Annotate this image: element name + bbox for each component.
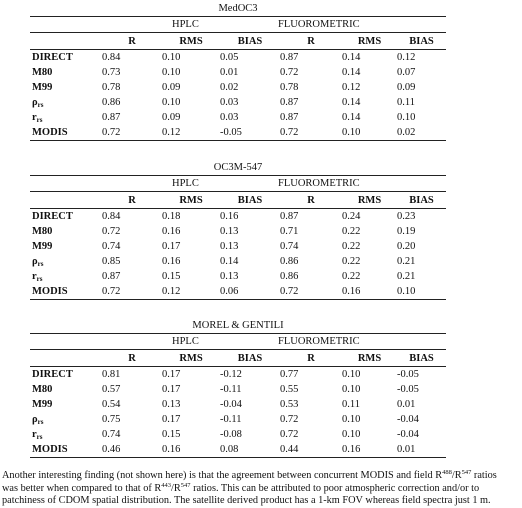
cell: 0.57: [102, 384, 121, 395]
paragraph-line-2: [2, 483, 522, 496]
row-label-symbol: ρ: [32, 97, 38, 108]
cell: 0.09: [162, 82, 181, 93]
column-header: BIAS: [237, 35, 263, 47]
cell: 0.81: [102, 369, 121, 380]
cell: 0.10: [342, 369, 361, 380]
column-header: BIAS: [409, 194, 434, 206]
table-row: [30, 80, 446, 95]
cell: -0.04: [397, 429, 419, 440]
cell: 0.84: [102, 52, 121, 63]
table-row: [30, 427, 446, 442]
cell: -0.12: [220, 369, 242, 380]
cell: 0.13: [220, 241, 239, 252]
cell: 0.21: [397, 256, 416, 267]
cell: 0.72: [280, 429, 299, 440]
cell: 0.86: [280, 256, 299, 267]
cell: 0.14: [342, 52, 361, 63]
cell: 0.10: [162, 67, 181, 78]
cell: 0.17: [162, 384, 181, 395]
row-label: DIRECT: [32, 211, 73, 222]
text-run: ratios: [471, 470, 497, 481]
cell: 0.10: [162, 52, 181, 63]
cell: 0.09: [397, 82, 416, 93]
cell: 0.55: [280, 384, 299, 395]
cell: 0.18: [162, 211, 181, 222]
row-label-symbol: ρ: [32, 414, 38, 425]
cell: 0.16: [162, 226, 181, 237]
cell: 0.46: [102, 444, 121, 455]
table-title: OC3M-547: [213, 162, 263, 173]
cell: 0.22: [342, 226, 361, 237]
superscript: 547: [461, 469, 472, 476]
cell: 0.12: [162, 127, 181, 138]
row-label: DIRECT: [32, 369, 73, 380]
cell: 0.06: [220, 286, 239, 297]
group-label-hplc: HPLC: [172, 19, 199, 30]
row-label: [30, 427, 102, 442]
cell: 0.10: [397, 112, 416, 123]
text-run: /R: [171, 482, 181, 494]
cell: 0.87: [102, 271, 121, 282]
column-header: RMS: [179, 352, 203, 364]
stats-table: [30, 33, 446, 141]
column-header: R: [128, 35, 136, 47]
cell: -0.05: [397, 384, 419, 395]
cell: 0.87: [280, 52, 299, 63]
cell: 0.74: [102, 429, 121, 440]
table-row: [30, 110, 446, 125]
cell: 0.87: [280, 112, 299, 123]
cell: 0.72: [102, 127, 121, 138]
cell: 0.13: [220, 271, 239, 282]
row-label: M99: [32, 399, 53, 410]
cell: 0.14: [342, 112, 361, 123]
cell: 0.01: [397, 444, 416, 455]
group-header-row: [30, 175, 446, 192]
table-row: [30, 412, 446, 427]
column-header: RMS: [179, 194, 203, 206]
cell: 0.16: [162, 444, 181, 455]
row-label: MODIS: [32, 444, 68, 455]
cell: 0.53: [280, 399, 299, 410]
cell: 0.02: [397, 127, 416, 138]
paragraph-line-3: patchiness of CDOM spatial distribution. The satellite derived product has a 1-km FOV whereas field spectra just 1 m.: [2, 495, 491, 506]
cell: 0.77: [280, 369, 299, 380]
cell: 0.15: [162, 271, 181, 282]
stats-table: [30, 192, 446, 300]
body-paragraph: [2, 470, 522, 507]
column-header: BIAS: [409, 352, 434, 364]
text-run: was better when compared to that of R: [2, 482, 162, 494]
table-row: [30, 254, 446, 269]
row-label: M80: [32, 384, 53, 395]
cell: -0.11: [220, 414, 242, 425]
column-header: BIAS: [237, 194, 263, 206]
cell: 0.87: [280, 211, 299, 222]
cell: 0.19: [397, 226, 416, 237]
column-header: BIAS: [409, 35, 434, 47]
table-row: [30, 125, 446, 141]
cell: 0.73: [102, 67, 121, 78]
cell: 0.23: [397, 211, 416, 222]
cell: 0.84: [102, 211, 121, 222]
cell: -0.04: [220, 399, 242, 410]
cell: 0.20: [397, 241, 416, 252]
row-label: [30, 254, 102, 269]
column-header-blank: [30, 33, 102, 50]
cell: 0.11: [342, 399, 360, 410]
row-label: [30, 110, 102, 125]
table-title: MedOC3: [218, 3, 258, 14]
cell: 0.78: [102, 82, 121, 93]
column-header: RMS: [357, 194, 382, 206]
cell: 0.44: [280, 444, 299, 455]
row-label-subscript: rs: [36, 275, 43, 283]
column-header: RMS: [357, 35, 382, 47]
column-header-blank: [30, 192, 102, 209]
cell: -0.08: [220, 429, 242, 440]
cell: 0.01: [220, 67, 239, 78]
row-label-symbol: r: [32, 429, 37, 440]
cell: -0.04: [397, 414, 419, 425]
row-label: DIRECT: [32, 52, 73, 63]
row-label-subscript: rs: [37, 101, 44, 109]
column-header: R: [307, 35, 315, 47]
table-row: [30, 95, 446, 110]
cell: 0.13: [162, 399, 181, 410]
cell: -0.11: [220, 384, 242, 395]
cell: -0.05: [220, 127, 242, 138]
cell: 0.12: [397, 52, 416, 63]
column-header: RMS: [357, 352, 382, 364]
cell: 0.01: [397, 399, 416, 410]
group-label-hplc: HPLC: [172, 336, 199, 347]
cell: 0.24: [342, 211, 361, 222]
column-header: R: [128, 352, 136, 364]
cell: 0.21: [397, 271, 416, 282]
row-label: [30, 95, 102, 110]
column-header: R: [307, 352, 315, 364]
cell: 0.03: [220, 112, 239, 123]
cell: 0.17: [162, 369, 181, 380]
cell: 0.86: [280, 271, 299, 282]
column-header-row: [30, 33, 446, 50]
cell: 0.10: [342, 429, 361, 440]
superscript: 488: [442, 469, 452, 476]
cell: 0.14: [342, 97, 361, 108]
cell: 0.72: [102, 286, 121, 297]
table-row: [30, 397, 446, 412]
cell: 0.12: [342, 82, 361, 93]
cell: 0.71: [280, 226, 299, 237]
column-header-row: [30, 192, 446, 209]
cell: 0.54: [102, 399, 121, 410]
cell: 0.15: [162, 429, 181, 440]
table-medoc3: [30, 2, 446, 141]
cell: 0.03: [220, 97, 239, 108]
row-label: M80: [32, 226, 53, 237]
cell: 0.10: [162, 97, 181, 108]
row-label-subscript: rs: [37, 418, 44, 426]
cell: 0.22: [342, 241, 361, 252]
text-run: Another interesting finding (not shown here) is that the agreement between concurrent MODIS and field R: [2, 470, 443, 481]
row-label-subscript: rs: [37, 260, 44, 268]
row-label: M99: [32, 82, 53, 93]
group-header-row: [30, 16, 446, 33]
text-run: ratios. This can be attributed to poor atmospheric correction and/or to: [190, 482, 480, 494]
cell: 0.10: [342, 414, 361, 425]
table-row: [30, 382, 446, 397]
column-header-blank: [30, 350, 102, 367]
table-title: MOREL & GENTILI: [192, 320, 284, 331]
table-row: [30, 442, 446, 458]
table-row: [30, 209, 446, 225]
row-label-symbol: ρ: [32, 256, 38, 267]
cell: 0.16: [220, 211, 239, 222]
row-label: [30, 412, 102, 427]
cell: 0.10: [342, 127, 361, 138]
row-label-symbol: r: [32, 271, 37, 282]
cell: 0.10: [397, 286, 416, 297]
cell: 0.22: [342, 256, 361, 267]
row-label-subscript: rs: [36, 433, 43, 441]
cell: 0.02: [220, 82, 239, 93]
table-morel-gentili: [30, 319, 446, 458]
cell: 0.09: [162, 112, 181, 123]
cell: 0.72: [280, 286, 299, 297]
row-label: M80: [32, 67, 53, 78]
row-label: MODIS: [32, 127, 68, 138]
cell: 0.74: [280, 241, 299, 252]
table-row: [30, 224, 446, 239]
group-label-fluorometric: FLUOROMETRIC: [278, 178, 360, 189]
cell: 0.07: [397, 67, 416, 78]
cell: 0.78: [280, 82, 299, 93]
group-header-row: [30, 333, 446, 350]
text-run: /R: [451, 470, 462, 481]
group-label-fluorometric: FLUOROMETRIC: [278, 336, 360, 347]
cell: 0.17: [162, 241, 181, 252]
column-header: RMS: [179, 35, 203, 47]
row-label: M99: [32, 241, 53, 252]
table-row: [30, 239, 446, 254]
cell: 0.74: [102, 241, 121, 252]
stats-table: [30, 350, 446, 458]
row-label-subscript: rs: [36, 116, 43, 124]
cell: 0.86: [102, 97, 121, 108]
cell: 0.16: [342, 444, 361, 455]
cell: 0.12: [162, 286, 181, 297]
cell: -0.05: [397, 369, 419, 380]
cell: 0.14: [342, 67, 361, 78]
column-header: BIAS: [237, 352, 263, 364]
superscript: 547: [180, 481, 191, 489]
column-header: R: [128, 194, 136, 206]
cell: 0.72: [280, 67, 299, 78]
cell: 0.14: [220, 256, 239, 267]
row-label: MODIS: [32, 286, 68, 297]
table-row: [30, 50, 446, 66]
cell: 0.87: [280, 97, 299, 108]
cell: 0.08: [220, 444, 239, 455]
table-row: [30, 269, 446, 284]
row-label: [30, 269, 102, 284]
group-label-fluorometric: FLUOROMETRIC: [278, 19, 360, 30]
row-label-symbol: r: [32, 112, 37, 123]
paragraph-line-1: [2, 470, 522, 483]
cell: 0.10: [342, 384, 361, 395]
cell: 0.72: [280, 414, 299, 425]
cell: 0.72: [280, 127, 299, 138]
cell: 0.13: [220, 226, 239, 237]
cell: 0.87: [102, 112, 121, 123]
table-row: [30, 65, 446, 80]
column-header: R: [307, 194, 315, 206]
group-label-hplc: HPLC: [172, 178, 199, 189]
cell: 0.05: [220, 52, 239, 63]
cell: 0.16: [162, 256, 181, 267]
table-row: [30, 367, 446, 383]
cell: 0.22: [342, 271, 361, 282]
cell: 0.75: [102, 414, 121, 425]
column-header-row: [30, 350, 446, 367]
cell: 0.11: [397, 97, 415, 108]
cell: 0.16: [342, 286, 361, 297]
table-oc3m-547: [30, 161, 446, 300]
table-row: [30, 284, 446, 300]
cell: 0.72: [102, 226, 121, 237]
cell: 0.17: [162, 414, 181, 425]
superscript: 443: [161, 481, 172, 489]
cell: 0.85: [102, 256, 121, 267]
